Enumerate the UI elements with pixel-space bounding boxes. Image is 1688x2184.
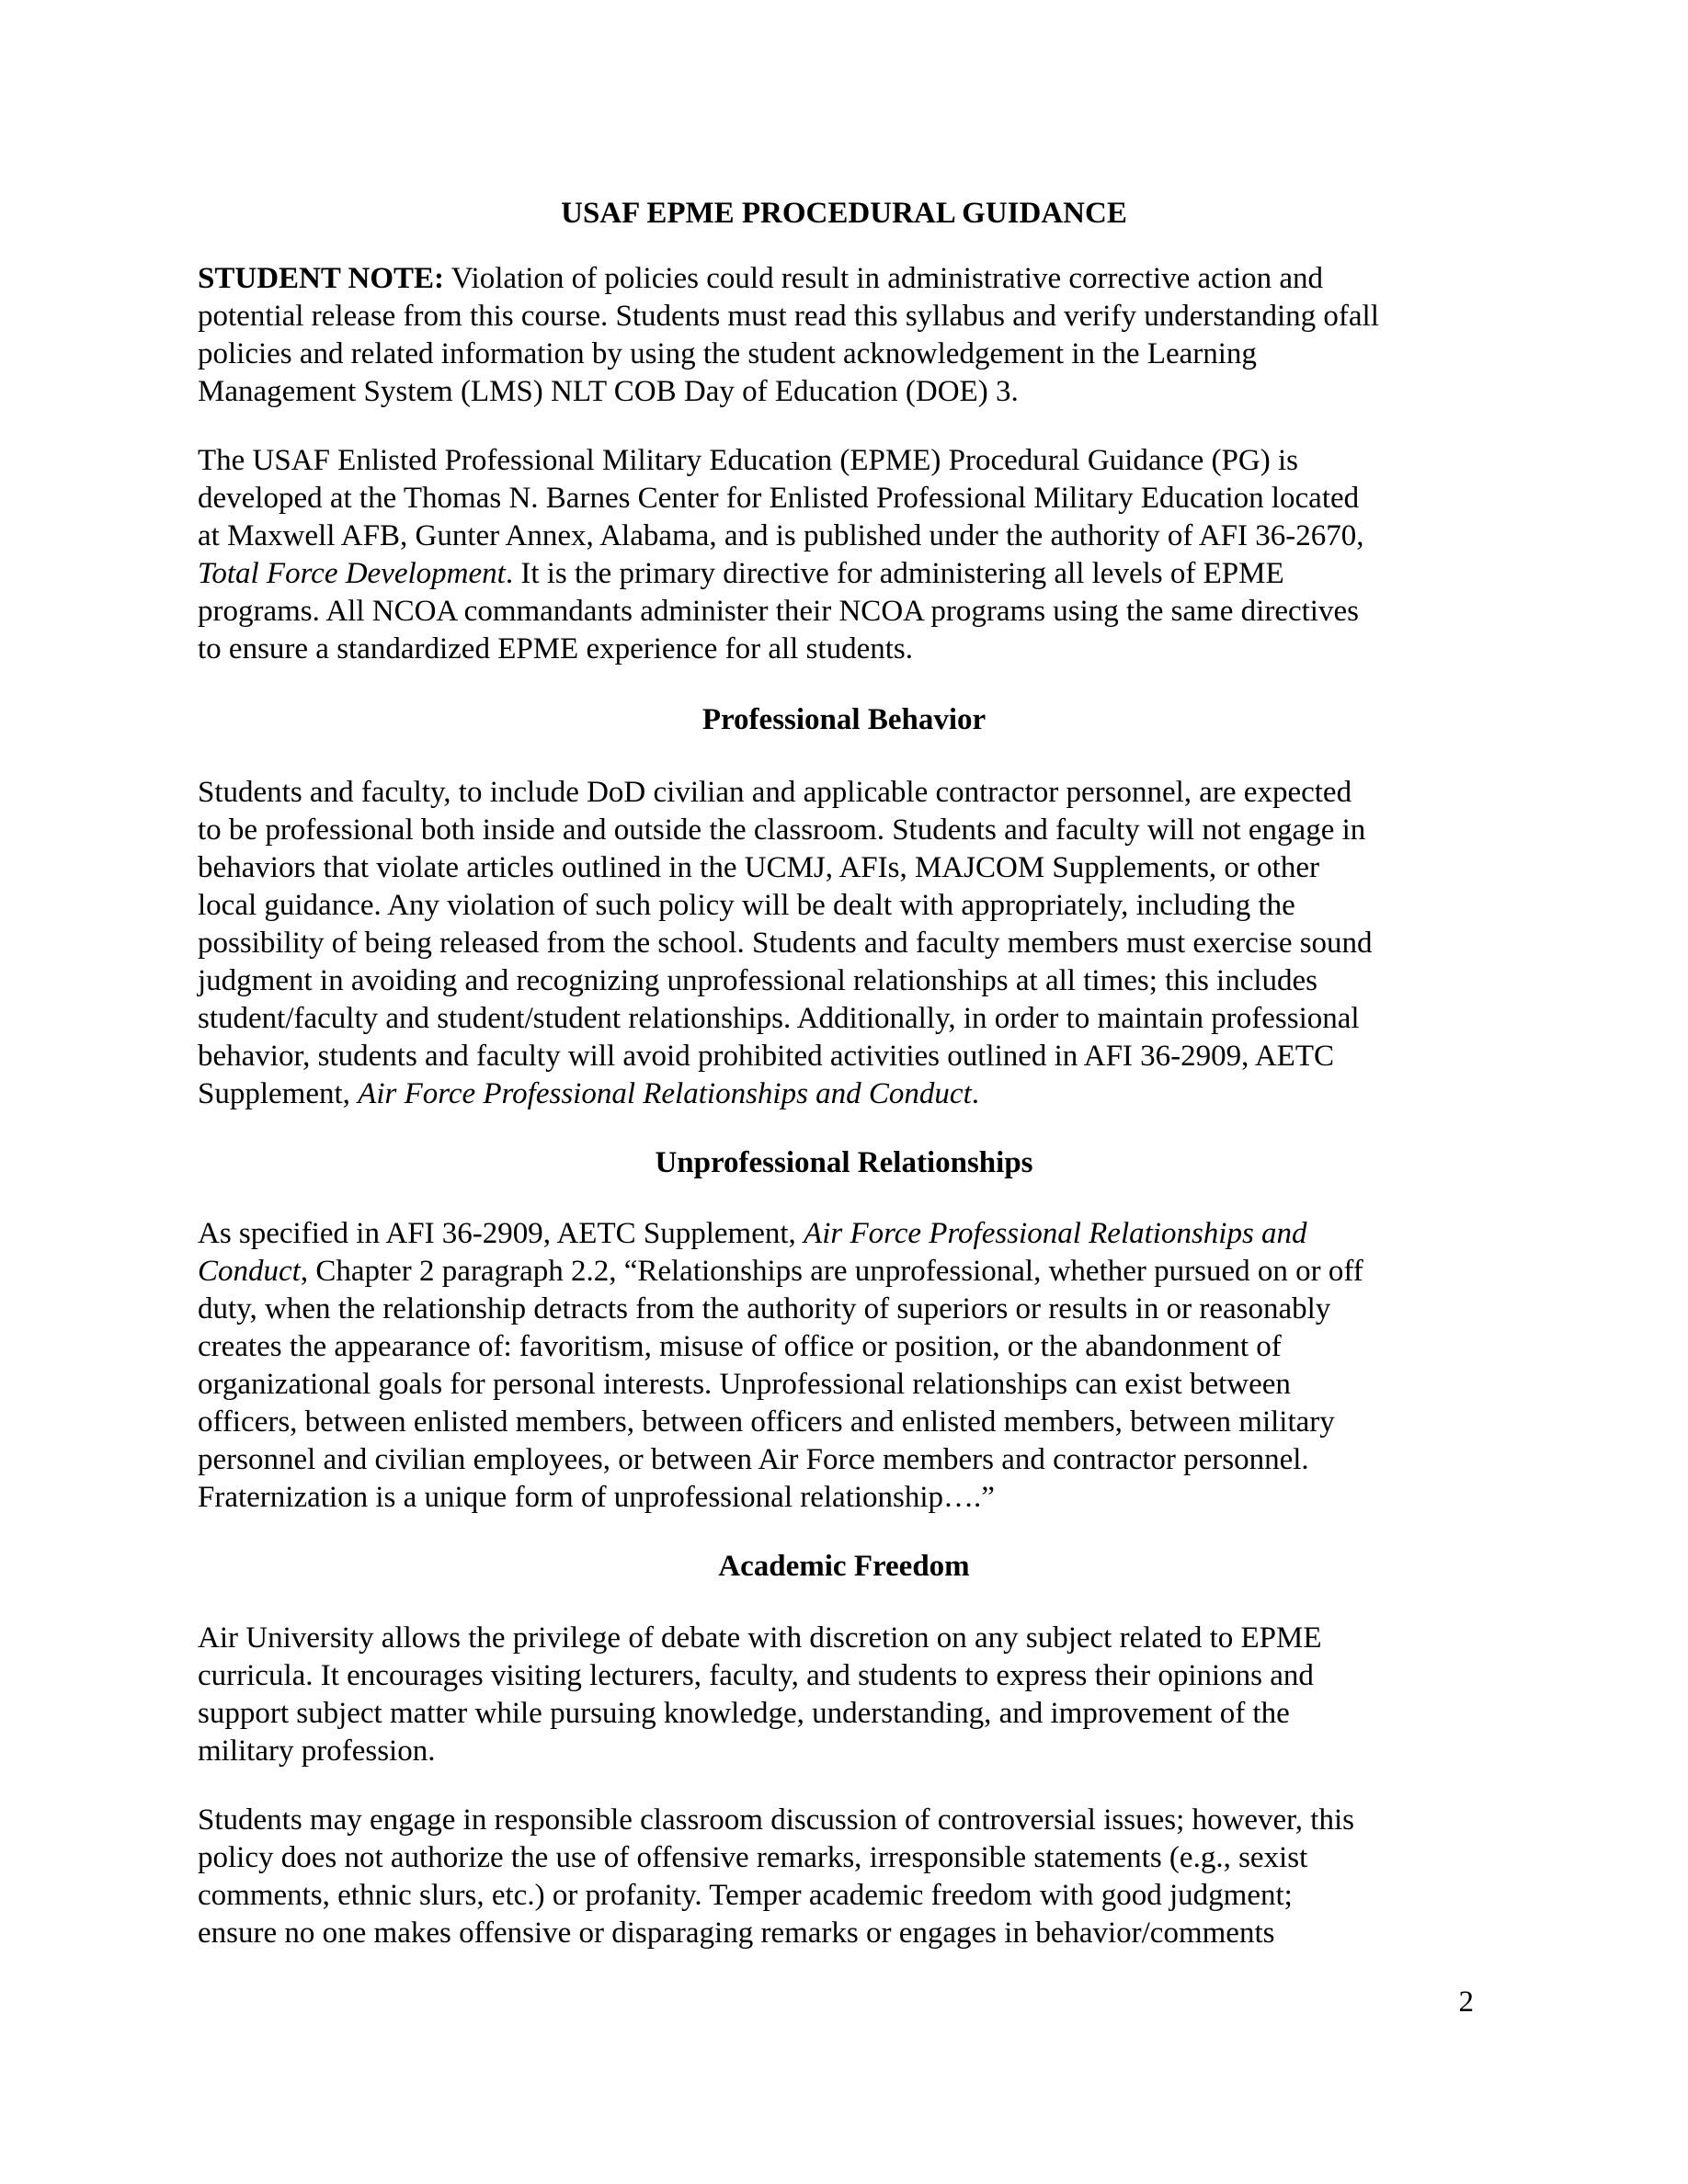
intro-line: at Maxwell AFB, Gunter Annex, Alabama, and is published under the authority of AFI 36-2670, <box>198 519 1364 552</box>
academic-freedom-paragraph-1 <box>198 1620 1522 1770</box>
paragraph-line: creates the appearance of: favoritism, misuse of office or position, or the abandonment of <box>198 1330 1282 1363</box>
student-note-line: Management System (LMS) NLT COB Day of Education (DOE) 3. <box>198 375 1019 408</box>
reference-title: Air Force Professional Relationships and <box>804 1217 1307 1250</box>
paragraph-line: Students may engage in responsible classroom discussion of controversial issues; however, this <box>198 1803 1354 1837</box>
intro-line: to ensure a standardized EPME experience for all students. <box>198 632 913 665</box>
paragraph-line: organizational goals for personal interests. Unprofessional relationships can exist between <box>198 1368 1291 1401</box>
intro-line: developed at the Thomas N. Barnes Center for Enlisted Professional Military Education located <box>198 482 1360 515</box>
paragraph-line: military profession. <box>198 1735 436 1768</box>
paragraph-line: personnel and civilian employees, or between Air Force members and contractor personnel. <box>198 1443 1309 1476</box>
paragraph-line: behaviors that violate articles outlined in the UCMJ, AFIs, MAJCOM Supplements, or other <box>198 851 1319 884</box>
student-note-line: potential release from this course. Students must read this syllabus and verify understanding ofall <box>198 300 1379 333</box>
unprofessional-relationships-paragraph <box>198 1215 1522 1517</box>
intro-line: programs. All NCOA commandants administer their NCOA programs using the same directives <box>198 595 1359 628</box>
student-note-line: STUDENT NOTE: Violation of policies could result in administrative corrective action and <box>198 262 1324 295</box>
paragraph-line: to be professional both inside and outside the classroom. Students and faculty will not engage in <box>198 813 1366 847</box>
document-title: USAF EPME PROCEDURAL GUIDANCE <box>561 197 1127 230</box>
paragraph-line: Fraternization is a unique form of unprofessional relationship….” <box>198 1481 995 1514</box>
paragraph-line: Conduct, Chapter 2 paragraph 2.2, “Relationships are unprofessional, whether pursued on or off <box>198 1255 1363 1288</box>
paragraph-line: ensure no one makes offensive or disparaging remarks or engages in behavior/comments <box>198 1917 1275 1950</box>
paragraph-line: behavior, students and faculty will avoid prohibited activities outlined in AFI 36-2909, AETC <box>198 1040 1334 1073</box>
paragraph-line: support subject matter while pursuing knowledge, understanding, and improvement of the <box>198 1697 1290 1730</box>
paragraph-line: judgment in avoiding and recognizing unprofessional relationships at all times; this includes <box>198 964 1318 997</box>
student-note-paragraph <box>198 260 1522 411</box>
academic-freedom-paragraph-2 <box>198 1802 1522 1952</box>
paragraph-line: local guidance. Any violation of such policy will be dealt with appropriately, including the <box>198 889 1295 922</box>
professional-behavior-paragraph <box>198 774 1522 1113</box>
paragraph-line: policy does not authorize the use of offensive remarks, irresponsible statements (e.g., sexist <box>198 1841 1308 1874</box>
paragraph-line: As specified in AFI 36-2909, AETC Supplement, Air Force Professional Relationships and <box>198 1217 1307 1250</box>
section-heading-unprofessional-relationships: Unprofessional Relationships <box>655 1146 1033 1179</box>
section-heading-academic-freedom: Academic Freedom <box>718 1550 970 1583</box>
paragraph-line: curricula. It encourages visiting lecturers, faculty, and students to express their opinions and <box>198 1659 1314 1692</box>
paragraph-line: duty, when the relationship detracts from the authority of superiors or results in or reasonably <box>198 1292 1331 1325</box>
reference-title: Conduct <box>198 1255 301 1288</box>
student-note-line: policies and related information by using the student acknowledgement in the Learning <box>198 337 1257 370</box>
intro-line: The USAF Enlisted Professional Military Education (EPME) Procedural Guidance (PG) is <box>198 444 1298 477</box>
page-number: 2 <box>1458 1985 1474 2019</box>
paragraph-line: comments, ethnic slurs, etc.) or profanity. Temper academic freedom with good judgment; <box>198 1879 1293 1912</box>
paragraph-line: student/faculty and student/student relationships. Additionally, in order to maintain professional <box>198 1002 1360 1035</box>
student-note-label: STUDENT NOTE: <box>198 262 445 295</box>
reference-title: Air Force Professional Relationships and Conduct <box>358 1077 972 1110</box>
paragraph-line: Supplement, Air Force Professional Relationships and Conduct. <box>198 1077 979 1110</box>
paragraph-line: Air University allows the privilege of debate with discretion on any subject related to EPME <box>198 1621 1322 1655</box>
paragraph-line: Students and faculty, to include DoD civilian and applicable contractor personnel, are expected <box>198 776 1352 809</box>
paragraph-line: possibility of being released from the school. Students and faculty members must exercise sound <box>198 927 1373 960</box>
section-heading-professional-behavior: Professional Behavior <box>701 703 987 736</box>
reference-title: Total Force Development <box>198 557 506 590</box>
intro-paragraph <box>198 442 1522 668</box>
paragraph-line: officers, between enlisted members, between officers and enlisted members, between military <box>198 1405 1335 1439</box>
intro-line: Total Force Development. It is the primary directive for administering all levels of EPME <box>198 557 1284 590</box>
